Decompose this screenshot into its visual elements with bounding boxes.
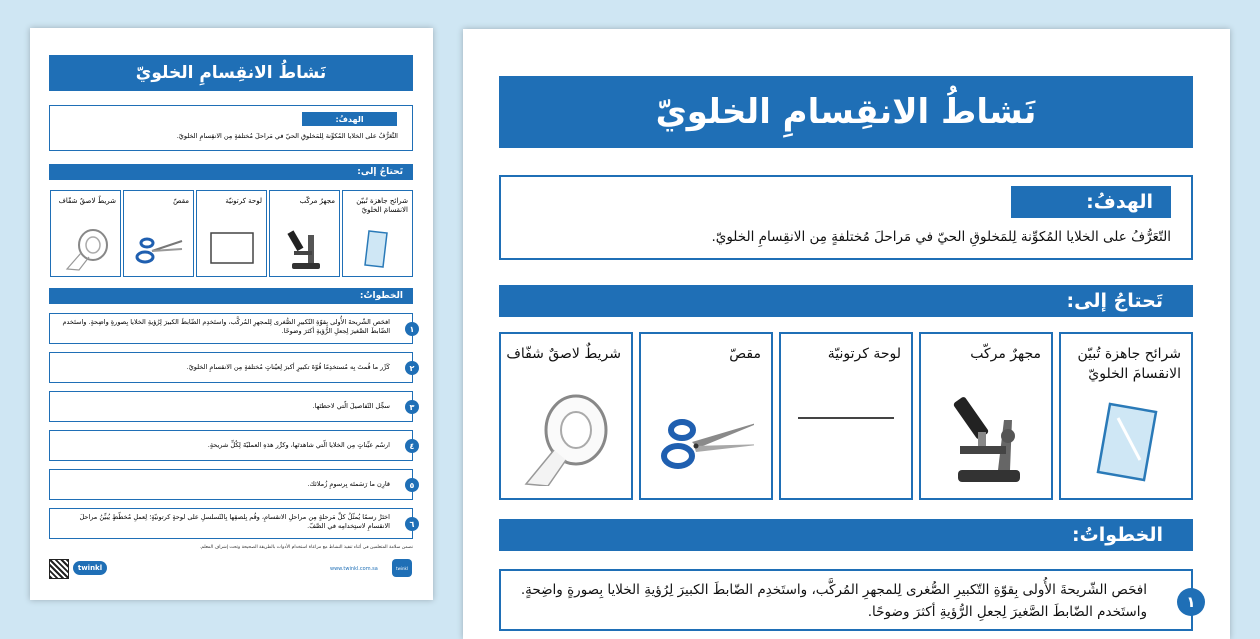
large-need-label: لوحة كرتونيّة	[827, 346, 901, 362]
small-step-text: قارِن ما رَسَمتَه بِرسومِ زُملائك.	[307, 480, 390, 488]
large-step-text	[509, 579, 1147, 624]
tape-icon	[518, 390, 614, 486]
large-goal-text: التّعَرُّفُ على الخلايا المُكوِّنة لِلمَخلوقِ الحيّ في مَراحلَ مُختلفةٍ مِن الانقِسامِ الخلويّ.	[711, 229, 1171, 245]
small-goal-box	[49, 105, 413, 151]
worksheet-preview-small	[30, 28, 433, 600]
microscope-icon	[938, 390, 1034, 486]
small-step-number: ٢	[405, 361, 419, 375]
small-need-label: شرائح جاهزة تُبيّن الانقسامَ الخلويّ	[356, 197, 408, 215]
small-step	[49, 469, 413, 500]
small-step	[49, 391, 413, 422]
small-need-tape	[50, 190, 121, 277]
small-step-number: ٥	[405, 478, 419, 492]
small-need-slides	[342, 190, 413, 277]
cardboard-icon	[798, 390, 894, 486]
twinkl-logo: twinkl	[73, 561, 107, 575]
small-step	[49, 430, 413, 461]
tape-icon	[61, 227, 111, 271]
large-need-label: مقصّ	[729, 346, 761, 362]
microscope-icon	[280, 227, 330, 271]
small-step-text: اختَرْ رسمًا يُمثّلُ كلَّ مَرحلةٍ مِن مراحلِ الانقسامِ، وقُم بِلصقِها بِالتّسلسلِ على لوحةٍ كرتونيّةٍ؛ لِعملِ مُخطّطٍ يُبيِّنُ مراحلَ الانقسامِ لاستِخدامِه في الصَّفّ.	[79, 513, 390, 531]
small-step-number: ١	[405, 322, 419, 336]
small-step	[49, 352, 413, 383]
small-goal-header: الهدفُ:	[302, 112, 397, 126]
small-step	[49, 508, 413, 539]
small-step-number: ٤	[405, 439, 419, 453]
large-step-number: ١	[1177, 588, 1205, 616]
large-need-tape	[499, 332, 633, 500]
small-step-text: ارسُم عيِّناتٍ مِن الخلايا الّتي شاهدتَها، وكرِّر هذهِ العمليّةَ لِكُلِّ شريحةٍ.	[207, 441, 390, 449]
scissors-icon	[658, 390, 754, 486]
small-need-scissors	[123, 190, 194, 277]
large-needs-header: تَحتاجُ إلى:	[499, 285, 1193, 317]
small-footer-url[interactable]: www.twinkl.com.sa	[330, 566, 378, 572]
worksheet-preview-large	[463, 29, 1230, 639]
large-goal-header: الهدفُ:	[1011, 186, 1171, 218]
large-need-microscope	[919, 332, 1053, 500]
glass-slide-icon	[353, 227, 403, 271]
cardboard-icon	[207, 227, 257, 271]
twinkl-badge: twinkl	[392, 559, 412, 577]
small-need-label: مجهرٌ مركّب	[299, 197, 335, 205]
small-needs-header: تَحتاجُ إلى:	[49, 164, 413, 180]
large-step-line: افحَص الشّريحةَ الأُولى بِقوّةِ التّكبيرِ الصُّغرى لِلمجهرِ المُركَّب، واستَخدِم الضّابطَ الكبيرَ لِرُؤيةِ الخلايا بِصورةٍ واضِحةٍ.	[520, 582, 1147, 598]
large-steps-header: الخطواتُ:	[499, 519, 1193, 551]
small-footer-note: نضمن سلامة المتعلمين في أثناء تنفيذ النشاط مع مراعاة استخدام الأدوات بالطريقة الصحيحة وتحت إشراف المعلم.	[199, 545, 413, 550]
large-need-scissors	[639, 332, 773, 500]
small-steps-header: الخطواتُ:	[49, 288, 413, 304]
small-need-microscope	[269, 190, 340, 277]
large-need-label: مجهرٌ مركّب	[970, 346, 1041, 362]
large-title: نَشاطُ الانقِسامِ الخلويّ	[499, 76, 1193, 148]
small-step	[49, 313, 413, 344]
small-need-cardboard	[196, 190, 267, 277]
large-goal-box	[499, 175, 1193, 260]
small-step-text: سجِّل التّفاصيلَ الّتي لاحظتَها.	[312, 402, 390, 410]
large-need-label: شريطٌ لاصقٌ شفّاف	[506, 346, 621, 362]
qr-code-icon	[49, 559, 69, 579]
large-step	[499, 569, 1196, 631]
small-need-label: شريطٌ لاصقٌ شفّاف	[58, 197, 116, 205]
small-need-label: مقصّ	[173, 197, 189, 205]
large-need-slides	[1059, 332, 1193, 500]
small-step-text: افحَص الشّريحةَ الأُولى بِقوّةِ التّكبيرِ الصُّغرى لِلمجهرِ المُركَّب، واستَخدِم الضّابطَ الكبيرَ لِرُؤيةِ الخلايا بِصورةٍ واضِحةٍ. واستَخدم الضّابطَ الصَّغيرَ لِجعلِ الرُّؤيةِ أكثرَ وضوحًا.	[62, 318, 390, 336]
small-need-label: لوحة كرتونيّة	[225, 197, 262, 205]
small-step-text: كَرِّر ما قُمتَ بِه مُستخدِمًا قُوّةَ تكبيرٍ أكبرَ لِعيّناتٍ مُختلفةٍ مِن الانقسامِ الخلويّ.	[186, 363, 390, 371]
scissors-icon	[134, 227, 184, 271]
large-need-cardboard	[779, 332, 913, 500]
small-goal-text: التَّعَرُّفُ على الخلايا المُكوِّنة لِلمَخلوقِ الحيّ في مَراحلَ مُختلفةٍ مِن الانقِسامِ الخلويّ.	[176, 132, 398, 140]
small-title: نَشاطُ الانقِسامِ الخلويّ	[49, 55, 413, 91]
small-step-number: ٣	[405, 400, 419, 414]
large-step-line: واستَخدم الضّابطَ الصَّغيرَ لِجعلِ الرُّؤيةِ أكثرَ وضوحًا.	[867, 604, 1147, 621]
large-need-label: شرائح جاهزة تُبيّن الانقسامَ الخلويّ	[1077, 346, 1181, 383]
glass-slide-icon	[1078, 390, 1174, 486]
small-step-number: ٦	[405, 517, 419, 531]
